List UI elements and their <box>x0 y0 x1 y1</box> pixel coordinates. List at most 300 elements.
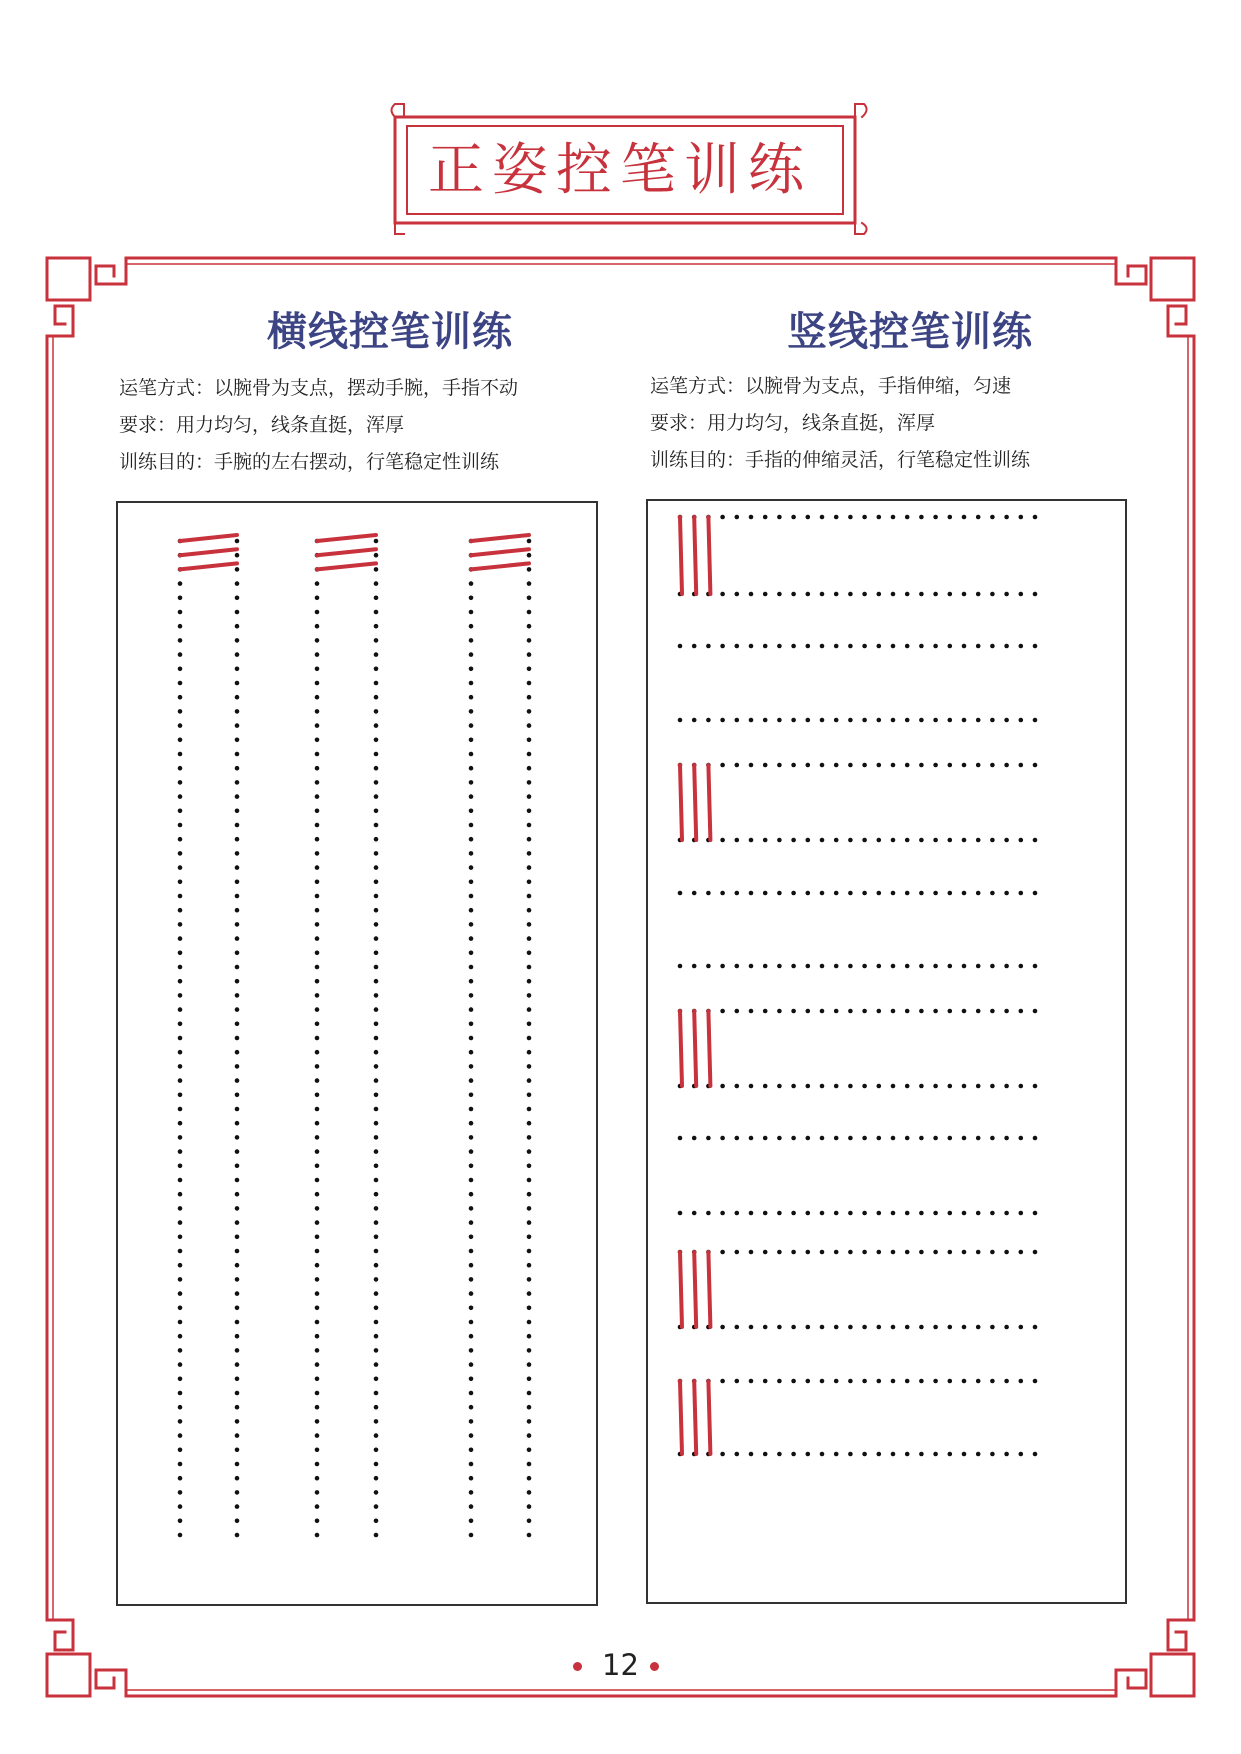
guide-dot <box>1004 718 1009 723</box>
guide-dot <box>315 766 320 771</box>
guide-dot <box>692 964 697 969</box>
guide-dot <box>948 592 953 597</box>
guide-dot <box>877 1136 882 1141</box>
guide-dot <box>178 865 183 870</box>
guide-dot <box>720 838 725 843</box>
guide-dot <box>527 596 532 601</box>
guide-dot <box>1033 1452 1038 1457</box>
guide-dot <box>891 1136 896 1141</box>
guide-dot <box>678 1211 683 1216</box>
guide-dot <box>527 951 532 956</box>
guide-dot <box>834 1211 839 1216</box>
guide-dot <box>469 1433 474 1438</box>
guide-dot <box>374 1135 379 1140</box>
guide-dot <box>1004 1452 1009 1457</box>
guide-dot <box>374 1050 379 1055</box>
guide-dot <box>315 922 320 927</box>
guide-dot <box>374 1192 379 1197</box>
guide-dot <box>877 1211 882 1216</box>
guide-dot <box>469 1164 474 1169</box>
guide-dot <box>235 1149 240 1154</box>
guide-dot <box>933 763 938 768</box>
guide-dot <box>374 638 379 643</box>
guide-dot <box>877 1452 882 1457</box>
guide-dot <box>806 1009 811 1014</box>
guide-dot <box>235 1519 240 1524</box>
guide-dot <box>891 763 896 768</box>
guide-dot <box>315 1504 320 1509</box>
guide-dot <box>527 1178 532 1183</box>
guide-dot <box>763 1250 768 1255</box>
guide-dot <box>919 1250 924 1255</box>
guide-dot <box>469 667 474 672</box>
guide-dot <box>720 891 725 896</box>
guide-dot <box>527 738 532 743</box>
guide-dot <box>806 1084 811 1089</box>
guide-dot <box>178 922 183 927</box>
guide-dot <box>469 922 474 927</box>
guide-dot <box>735 1250 740 1255</box>
guide-dot <box>469 1334 474 1339</box>
guide-dot <box>469 1050 474 1055</box>
guide-dot <box>374 567 379 572</box>
guide-dot <box>735 592 740 597</box>
guide-dot <box>720 763 725 768</box>
guide-dot <box>990 1325 995 1330</box>
guide-dot <box>374 1220 379 1225</box>
guide-dot <box>976 644 981 649</box>
guide-dot <box>315 667 320 672</box>
guide-dot <box>469 809 474 814</box>
guide-dot <box>976 1379 981 1384</box>
guide-dot <box>469 1476 474 1481</box>
guide-dot <box>469 624 474 629</box>
guide-dot <box>976 763 981 768</box>
guide-dot <box>820 1379 825 1384</box>
guide-dot <box>791 515 796 520</box>
guide-dot <box>235 794 240 799</box>
guide-dot <box>235 1164 240 1169</box>
guide-dot <box>235 1220 240 1225</box>
guide-dot <box>962 718 967 723</box>
guide-dot <box>806 838 811 843</box>
guide-dot <box>820 1136 825 1141</box>
guide-dot <box>948 1211 953 1216</box>
guide-dot <box>749 1452 754 1457</box>
sample-vertical-stroke <box>680 1011 682 1086</box>
guide-dot <box>763 838 768 843</box>
guide-dot <box>834 1136 839 1141</box>
guide-dot <box>806 1325 811 1330</box>
fret-corner-icon-top-left <box>47 258 126 336</box>
guide-dot <box>862 1325 867 1330</box>
section-description-vertical <box>650 368 1150 479</box>
guide-dot <box>976 838 981 843</box>
guide-dot <box>527 1433 532 1438</box>
guide-dot <box>235 752 240 757</box>
guide-dot <box>315 738 320 743</box>
guide-dot <box>1004 592 1009 597</box>
guide-dot <box>315 1050 320 1055</box>
guide-dot <box>806 515 811 520</box>
guide-dot <box>178 596 183 601</box>
guide-dot <box>678 964 683 969</box>
guide-dot <box>235 1291 240 1296</box>
guide-dot <box>791 1325 796 1330</box>
guide-dot <box>948 1136 953 1141</box>
guide-dot <box>527 1107 532 1112</box>
guide-dot <box>692 718 697 723</box>
section-heading-horizontal: 横线控笔训练 <box>267 309 513 355</box>
guide-dot <box>178 951 183 956</box>
guide-dot <box>527 837 532 842</box>
guide-dot <box>527 752 532 757</box>
guide-dot <box>374 809 379 814</box>
guide-dot <box>990 1009 995 1014</box>
guide-dot <box>919 1136 924 1141</box>
guide-dot <box>527 1121 532 1126</box>
sample-horizontal-stroke <box>471 535 529 541</box>
sample-horizontal-stroke <box>317 563 376 569</box>
guide-dot <box>235 766 240 771</box>
guide-dot <box>1019 763 1024 768</box>
guide-dot <box>848 1211 853 1216</box>
guide-dot <box>469 1504 474 1509</box>
guide-dot <box>374 837 379 842</box>
guide-dot <box>178 1433 183 1438</box>
guide-dot <box>315 1277 320 1282</box>
guide-dot <box>806 718 811 723</box>
guide-dot <box>1004 1211 1009 1216</box>
guide-dot <box>178 1078 183 1083</box>
guide-dot <box>990 718 995 723</box>
guide-dot <box>834 718 839 723</box>
guide-dot <box>1019 891 1024 896</box>
guide-dot <box>820 644 825 649</box>
guide-dot <box>178 723 183 728</box>
guide-dot <box>749 1084 754 1089</box>
guide-dot <box>834 891 839 896</box>
guide-dot <box>962 838 967 843</box>
guide-dot <box>806 1136 811 1141</box>
guide-dot <box>848 1250 853 1255</box>
guide-dot <box>1019 1009 1024 1014</box>
guide-dot <box>962 1250 967 1255</box>
guide-dot <box>527 1291 532 1296</box>
guide-dot <box>777 838 782 843</box>
guide-dot <box>178 1220 183 1225</box>
guide-dot <box>527 1519 532 1524</box>
guide-dot <box>469 1377 474 1382</box>
guide-dot <box>235 1121 240 1126</box>
guide-dot <box>877 1379 882 1384</box>
guide-dot <box>527 1490 532 1495</box>
guide-dot <box>834 763 839 768</box>
guide-dot <box>891 592 896 597</box>
guide-dot <box>905 1136 910 1141</box>
guide-dot <box>469 908 474 913</box>
guide-dot <box>962 1211 967 1216</box>
guide-dot <box>235 1249 240 1254</box>
guide-dot <box>469 1135 474 1140</box>
guide-dot <box>235 1093 240 1098</box>
guide-dot <box>469 837 474 842</box>
guide-dot <box>374 993 379 998</box>
guide-dot <box>469 1490 474 1495</box>
guide-dot <box>862 1136 867 1141</box>
guide-dot <box>235 1135 240 1140</box>
guide-dot <box>469 1419 474 1424</box>
guide-dot <box>315 1007 320 1012</box>
guide-dot <box>527 624 532 629</box>
guide-dot <box>235 723 240 728</box>
guide-dot <box>469 1206 474 1211</box>
guide-dot <box>469 709 474 714</box>
guide-dot <box>990 1136 995 1141</box>
vertical-line-practice-area[interactable] <box>648 501 1125 1602</box>
guide-dot <box>527 1320 532 1325</box>
guide-dot <box>976 1136 981 1141</box>
guide-dot <box>749 644 754 649</box>
guide-dot <box>919 763 924 768</box>
guide-dot <box>469 695 474 700</box>
guide-dot <box>735 763 740 768</box>
guide-dot <box>834 1452 839 1457</box>
guide-dot <box>374 1149 379 1154</box>
guide-dot <box>990 1250 995 1255</box>
guide-dot <box>720 515 725 520</box>
guide-dot <box>374 1078 379 1083</box>
guide-dot <box>527 1419 532 1424</box>
guide-dot <box>905 1452 910 1457</box>
guide-dot <box>820 1009 825 1014</box>
guide-dot <box>976 964 981 969</box>
guide-dot <box>933 1009 938 1014</box>
guide-dot <box>735 718 740 723</box>
guide-dot <box>527 1334 532 1339</box>
guide-dot <box>178 1263 183 1268</box>
guide-dot <box>948 1452 953 1457</box>
guide-dot <box>178 667 183 672</box>
guide-dot <box>469 1533 474 1538</box>
guide-dot <box>235 1348 240 1353</box>
guide-dot <box>820 515 825 520</box>
guide-dot <box>948 763 953 768</box>
guide-dot <box>848 515 853 520</box>
horizontal-line-practice-area[interactable] <box>118 503 596 1604</box>
guide-dot <box>469 738 474 743</box>
guide-dot <box>806 891 811 896</box>
guide-dot <box>374 1334 379 1339</box>
guide-dot <box>905 1009 910 1014</box>
guide-dot <box>315 1036 320 1041</box>
guide-dot <box>469 894 474 899</box>
guide-dot <box>178 1036 183 1041</box>
fret-corner-icon-bottom-right <box>1116 1620 1194 1696</box>
guide-dot <box>235 809 240 814</box>
guide-dot <box>469 752 474 757</box>
guide-dot <box>527 766 532 771</box>
guide-dot <box>469 1149 474 1154</box>
guide-dot <box>178 1249 183 1254</box>
guide-dot <box>1004 1009 1009 1014</box>
guide-dot <box>749 718 754 723</box>
guide-dot <box>469 1462 474 1467</box>
guide-dot <box>178 624 183 629</box>
guide-dot <box>374 1064 379 1069</box>
guide-dot <box>178 581 183 586</box>
guide-dot <box>527 1220 532 1225</box>
guide-dot <box>527 1377 532 1382</box>
sample-vertical-stroke <box>694 1252 696 1327</box>
guide-dot <box>527 581 532 586</box>
guide-dot <box>791 763 796 768</box>
guide-dot <box>178 1504 183 1509</box>
guide-dot <box>527 652 532 657</box>
guide-dot <box>905 592 910 597</box>
guide-dot <box>862 964 867 969</box>
guide-dot <box>891 644 896 649</box>
guide-dot <box>834 1009 839 1014</box>
guide-dot <box>315 1391 320 1396</box>
guide-dot <box>820 1325 825 1330</box>
guide-dot <box>235 908 240 913</box>
guide-dot <box>374 1306 379 1311</box>
guide-dot <box>919 838 924 843</box>
guide-dot <box>1019 1379 1024 1384</box>
guide-dot <box>905 964 910 969</box>
guide-dot <box>315 1263 320 1268</box>
guide-dot <box>763 763 768 768</box>
sample-vertical-stroke <box>708 1011 710 1086</box>
guide-dot <box>235 1362 240 1367</box>
guide-dot <box>905 1325 910 1330</box>
guide-dot <box>315 1476 320 1481</box>
guide-dot <box>763 592 768 597</box>
guide-dot <box>178 1320 183 1325</box>
guide-dot <box>948 964 953 969</box>
guide-dot <box>791 1084 796 1089</box>
guide-dot <box>763 644 768 649</box>
guide-dot <box>976 1452 981 1457</box>
guide-dot <box>1004 644 1009 649</box>
guide-dot <box>905 1379 910 1384</box>
guide-dot <box>735 1452 740 1457</box>
guide-dot <box>791 1009 796 1014</box>
guide-dot <box>235 1504 240 1509</box>
guide-dot <box>891 1325 896 1330</box>
guide-dot <box>976 1250 981 1255</box>
guide-dot <box>374 1533 379 1538</box>
guide-dot <box>777 1084 782 1089</box>
guide-dot <box>469 1022 474 1027</box>
guide-dot <box>933 1325 938 1330</box>
guide-dot <box>806 1211 811 1216</box>
guide-dot <box>527 979 532 984</box>
guide-dot <box>315 638 320 643</box>
guide-dot <box>1033 1379 1038 1384</box>
guide-dot <box>178 851 183 856</box>
guide-dot <box>374 553 379 558</box>
guide-dot <box>374 1462 379 1467</box>
guide-dot <box>919 1379 924 1384</box>
guide-dot <box>720 964 725 969</box>
guide-dot <box>374 1022 379 1027</box>
guide-dot <box>990 1084 995 1089</box>
guide-dot <box>1004 1250 1009 1255</box>
guide-dot <box>962 1452 967 1457</box>
guide-dot <box>692 1136 697 1141</box>
guide-dot <box>235 1022 240 1027</box>
guide-dot <box>877 1325 882 1330</box>
guide-dot <box>527 1249 532 1254</box>
guide-dot <box>1019 644 1024 649</box>
guide-dot <box>315 1135 320 1140</box>
guide-dot <box>315 596 320 601</box>
guide-dot <box>919 1211 924 1216</box>
guide-dot <box>178 908 183 913</box>
guide-dot <box>235 596 240 601</box>
guide-dot <box>469 936 474 941</box>
guide-dot <box>178 766 183 771</box>
guide-dot <box>777 718 782 723</box>
guide-dot <box>527 965 532 970</box>
guide-dot <box>469 1320 474 1325</box>
guide-dot <box>720 644 725 649</box>
guide-dot <box>848 718 853 723</box>
guide-dot <box>763 891 768 896</box>
guide-dot <box>235 823 240 828</box>
guide-dot <box>848 891 853 896</box>
guide-dot <box>374 667 379 672</box>
guide-dot <box>374 794 379 799</box>
guide-dot <box>235 1320 240 1325</box>
guide-dot <box>315 1206 320 1211</box>
practice-panel-vertical <box>646 499 1127 1604</box>
guide-dot <box>735 1325 740 1330</box>
guide-dot <box>527 1263 532 1268</box>
guide-dot <box>527 667 532 672</box>
guide-dot <box>315 794 320 799</box>
guide-dot <box>1004 891 1009 896</box>
guide-dot <box>374 1107 379 1112</box>
guide-dot <box>178 709 183 714</box>
guide-dot <box>678 718 683 723</box>
guide-dot <box>919 718 924 723</box>
guide-dot <box>891 1009 896 1014</box>
guide-dot <box>469 1306 474 1311</box>
guide-dot <box>178 1306 183 1311</box>
guide-dot <box>527 1235 532 1240</box>
guide-dot <box>178 1164 183 1169</box>
guide-dot <box>469 766 474 771</box>
guide-dot <box>178 880 183 885</box>
guide-dot <box>763 1136 768 1141</box>
guide-dot <box>763 718 768 723</box>
guide-dot <box>374 1377 379 1382</box>
guide-dot <box>848 1009 853 1014</box>
guide-dot <box>962 592 967 597</box>
guide-dot <box>178 809 183 814</box>
guide-dot <box>527 1192 532 1197</box>
guide-dot <box>919 1452 924 1457</box>
guide-dot <box>834 1250 839 1255</box>
guide-dot <box>315 993 320 998</box>
guide-dot <box>877 891 882 896</box>
guide-dot <box>178 1007 183 1012</box>
guide-dot <box>1004 763 1009 768</box>
guide-dot <box>720 718 725 723</box>
